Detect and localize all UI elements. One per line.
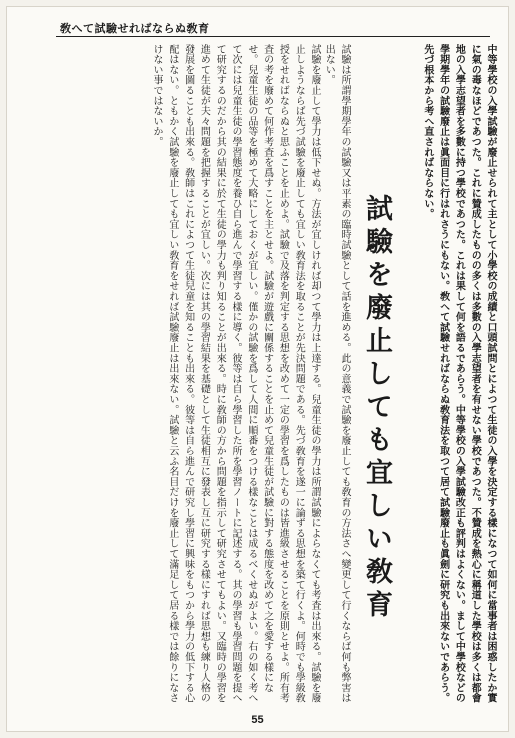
header-rule [56, 36, 490, 37]
intro-paragraph: 中等學校の入學試驗が廢止せられて主として小學校の成績と口頭試問とによつて生徒の入學を決定する樣になつて如何に當事者は困惑したか實に氣の毒なほどであつた。これに贊成したものの多くは多數の入學志望者を有せない學校であつた。不贊成を熱心に稱道した學校は多くは都會地の入學志望者を多數に持つ學校であつた。これは果して何を語るであらう。中等學校の入學試驗改正も評判はよくない。まして中學校などの學期學年の試驗廢止は眞面目に行はれさうにもない。敎へて試驗せればならぬ敎育法を取つて居て試驗廢止も眞劍に研究も出來ないであらう。先づ根本から考へ直さればならない。 [421, 44, 496, 704]
main-paragraph-lead: 試驗は所謂學期學年の試驗又は平素の臨時試驗として話を進める。此の意義で試驗を廢止しても敎育の方法さへ變更して行くならば何も弊害は出ない。 [323, 44, 350, 704]
running-head: 敎へて試驗せればならぬ敎育 [60, 22, 210, 35]
page-number: 55 [251, 714, 264, 726]
main-paragraph: 試驗を廢止して學力は低下せぬ。方法が宜しければ却つて學力は上達する。兒童生徒の學力は所謂試驗によらなくても考査は出來る。試驗を廢止しようならば先づ試驗を廢止しても宜しい敎育法を取ることが先決問題である。先づ敎育を遂一に論ずる思想を築て行くよ。何時でも學級敎授をせればならぬと思ふことを止めよ。試驗で及落を判定する思想を改めて一定の學習を爲したものは皆進級させることを原則とせよ。所有考査の考を廢めて何作考査を爲すことを主とせよ。試驗が遊戲に關係することを止めて兒童生徒が試驗に對する態度を改めて之を愛する樣になせ。兒童生徒の品等を極めて大略にしておくが宜しい。僅かの試驗を爲して人間に順番をつける樣なことは成るべくせぬがよい。右の如く考へて次には兒童生徒の學習態度を養ひ自ら進んで學習する樣に導く。彼等は自ら學習した所を學習ノートに記述する。其の學習も學習問題を提へて研究するのだから其の結果に於て生徒の學力も判り知ることが出來る。時に敎師の方から問題を指示して研究させてもよい。又臨時の學習を進めて生徒が夫々問題を把握することが宜しい。次には其の學習結果を基礎として生徒相互に發表し互に研究する樣にすれば思想も練り人格の發展を圖ることも出來る。敎師はこれによつて生徒兒童を知ることも出來る。彼等は自ら進んで研究し學習に興味をもつから學力の低下する心配はない。ともかく試驗を廢止しても宜しい敎育をせれば試驗廢止は出來ない。試驗と云ふ名目だけを廢止して滿足して居る樣では餘りになさけない事ではないか。 [151, 44, 320, 704]
article-title: 試驗を廢止しても宜しい敎育 [361, 194, 392, 623]
body-text-area [52, 44, 498, 709]
